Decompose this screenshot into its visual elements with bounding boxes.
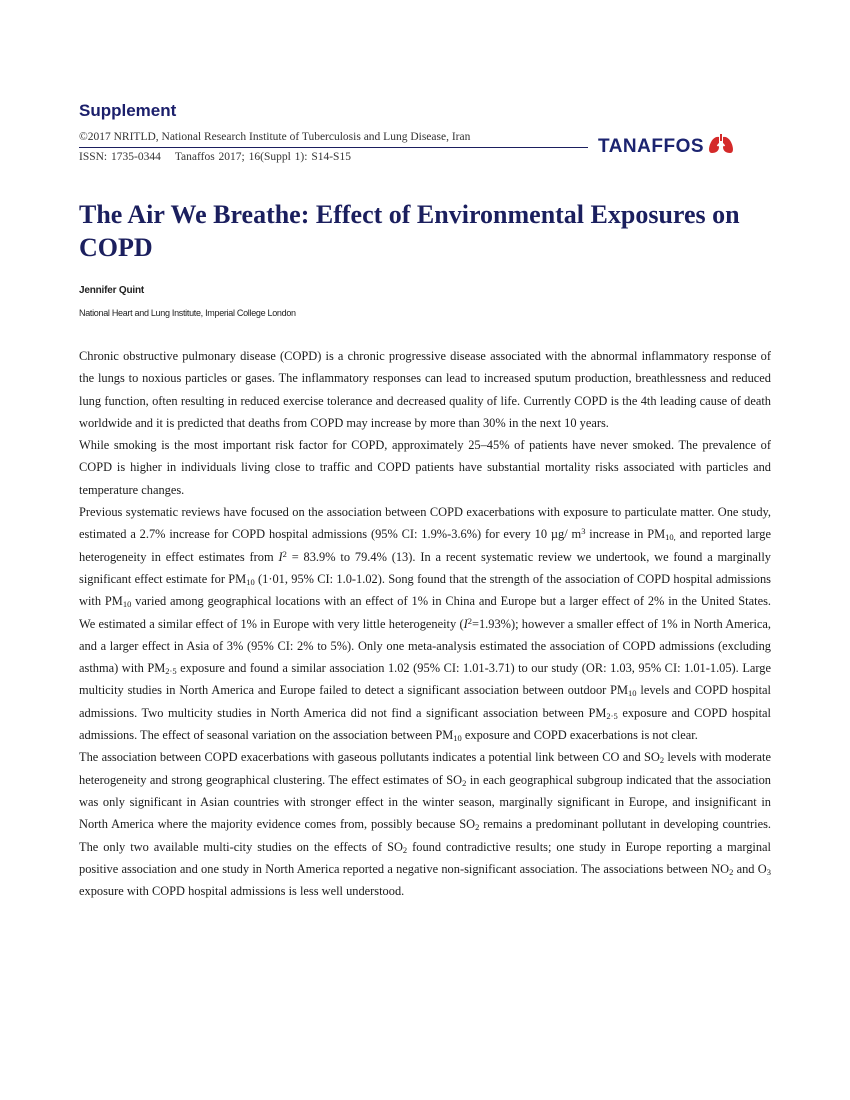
article-title: The Air We Breathe: Effect of Environmental Exposures on COPD bbox=[79, 200, 740, 262]
journal-logo bbox=[598, 134, 734, 159]
issn-line bbox=[79, 151, 351, 163]
body-paragraph: Previous systematic reviews have focused on the association between COPD exacerbations with exposure to particulate matter. One study, estimated a 2.7% increase for COPD hospital admissions (95% CI: 1.9%-3.6%) for every 10 µg/ $m^3$ increase in $PM_{10,}$ and reported large heterogeneity in effect estimates from $I^2 = 83.9\%$ to 79.4% (13). In a recent systematic review we undertook, we found a marginally significant effect estimate for $PM_{10}$ (1·01, 95% CI: 1.0-1.02). Song found that the strength of the association of COPD hospital admissions with $PM_{10}$ varied among geographical locations with an effect of 1% in China and Europe but a larger effect of 2% in the United States. We estimated a similar effect of 1% in Europe with very little heterogeneity $(I^2=1.93\%)$; however a smaller effect of 1% in North America, and a larger effect in Asia of 3% (95% CI: 2% to 5%). Only one meta-analysis estimated the association of COPD admissions (excluding asthma) with $PM_{2\cdot 5}$ exposure and found a similar association 1.02 (95% CI: 1.01-3.71) to our study (OR: 1.03, 95% CI: 1.01-1.05). Large multicity studies in North America and Europe failed to detect a significant association between outdoor $PM_{10}$ levels and COPD hospital admissions. Two multicity studies in North America did not find a significant association between $PM_{2\cdot 5}$ exposure and COPD hospital admissions. The effect of seasonal variation on the association between $PM_{10}$ exposure and COPD exacerbations is not clear. bbox=[79, 505, 771, 744]
article-body bbox=[79, 345, 771, 902]
section-label: Supplement bbox=[79, 101, 177, 120]
body-paragraph: The association between COPD exacerbations with gaseous pollutants indicates a potential link between CO and $SO_2$ levels with moderate heterogeneity and strong geographical clustering. The effect estimates of $SO_2$ in each geographical subgroup indicated that the association was only significant in Asian countries with stronger effect in the winter season, marginally significant in Europe, and insignificant in North America where the majority evidence comes from, possibly because $SO_2$ remains a predominant pollutant in developing countries. The only two available multi-city studies on the effects of $SO_2$ found contradictive results; one study in Europe reporting a marginal positive association and one study in North America reported a negative non-significant association. The associations between $NO_2$ and $O_3$ exposure with COPD hospital admissions is less well understood. bbox=[79, 750, 771, 899]
body-paragraph: Chronic obstructive pulmonary disease (COPD) is a chronic progressive disease associated with the abnormal inflammatory response of the lungs to noxious particles or gases. The inflammatory responses can lead to increased sputum production, breathlessness and reduced lung function, often resulting in reduced exercise tolerance and decreased quality of life. Currently COPD is the 4th leading cause of death worldwide and it is predicted that deaths from COPD may increase by more than 30% in the next 10 years. bbox=[79, 349, 771, 430]
lungs-icon bbox=[708, 134, 734, 159]
author-name: Jennifer Quint bbox=[79, 285, 144, 296]
issn: ISSN: 1735-0344 bbox=[79, 151, 161, 163]
author-affiliation: National Heart and Lung Institute, Imperial College London bbox=[79, 308, 296, 318]
header-divider bbox=[79, 147, 588, 148]
body-paragraph: While smoking is the most important risk factor for COPD, approximately 25–45% of patients have never smoked. The prevalence of COPD is higher in individuals living close to traffic and COPD patients have substantial mortality risks associated with particles and temperature changes. bbox=[79, 438, 771, 497]
logo-wordmark: TANAFFOS bbox=[598, 135, 705, 157]
copyright-line: ©2017 NRITLD, National Research Institute of Tuberculosis and Lung Disease, Iran bbox=[79, 131, 471, 143]
journal-citation: Tanaffos 2017; 16(Suppl 1): S14-S15 bbox=[174, 151, 351, 163]
